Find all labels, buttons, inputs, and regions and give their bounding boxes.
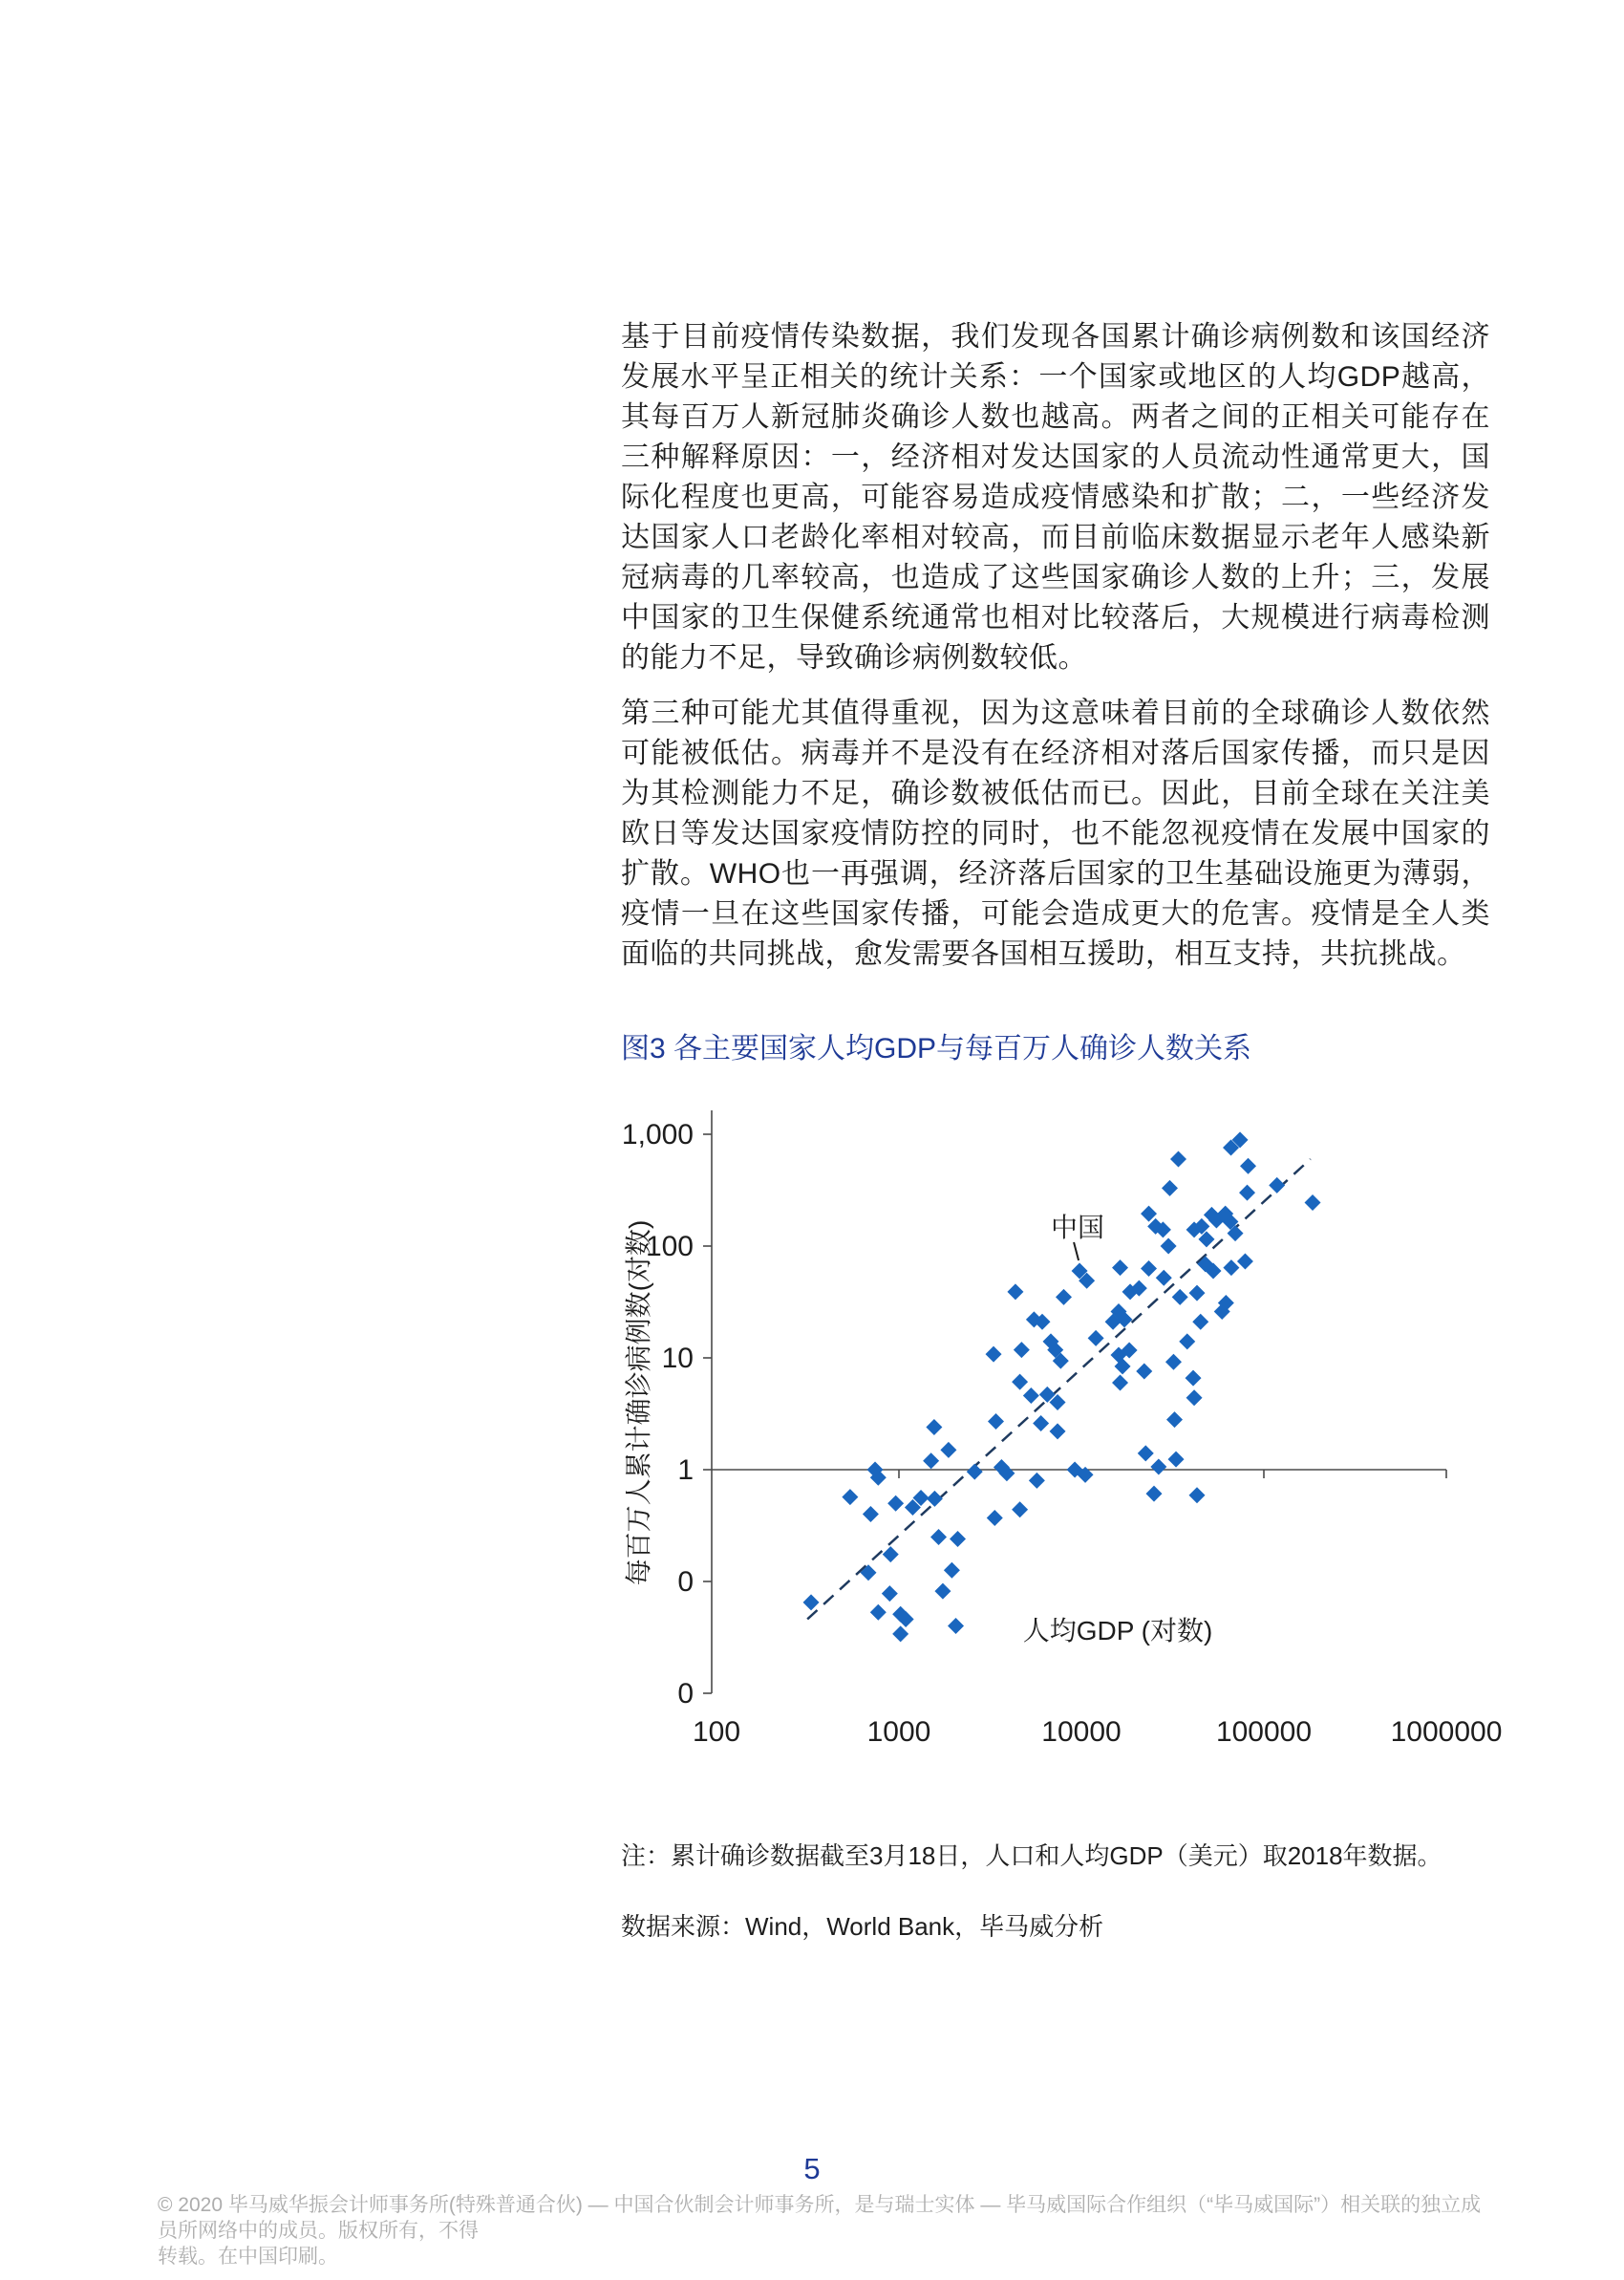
data-point — [1112, 1374, 1128, 1390]
data-point — [948, 1618, 964, 1634]
figure-title: 图3 各主要国家人均GDP与每百万人确诊人数关系 — [621, 1033, 1252, 1065]
data-point — [967, 1464, 983, 1480]
data-point — [927, 1491, 943, 1507]
x-tick-label-4: 1000000 — [1390, 1716, 1503, 1748]
data-point — [1014, 1342, 1030, 1358]
y-tick-label-3: 1 — [677, 1454, 694, 1486]
data-point — [1172, 1289, 1188, 1305]
data-point — [1188, 1285, 1205, 1301]
data-point — [1168, 1452, 1185, 1468]
data-points — [803, 1131, 1321, 1642]
data-point — [1162, 1180, 1178, 1196]
data-point — [882, 1585, 898, 1602]
data-point — [1141, 1260, 1157, 1277]
data-point — [1012, 1374, 1028, 1390]
data-point — [1141, 1206, 1157, 1222]
y-tick-label-2: 10 — [661, 1343, 694, 1374]
data-point — [1150, 1459, 1166, 1475]
chart-note: 注：累计确诊数据截至3月18日，人口和人均GDP（美元）取2018年数据。 — [621, 1841, 1442, 1870]
data-point — [1170, 1151, 1186, 1167]
footer-text — [158, 2192, 1485, 2269]
data-point — [1192, 1314, 1208, 1330]
data-point — [1161, 1238, 1177, 1255]
data-point — [1305, 1194, 1321, 1211]
data-point — [1240, 1158, 1256, 1174]
paragraph-2: 第三种可能尤其值得重视，因为这意味着目前的全球确诊人数依然可能被低估。病毒并不是没有在经济相对落后国家传播，而只是因为其检测能力不足，确诊数被低估而已。因此，目前全球在关注美欧日等发达国家疫情防控的同时，也不能忽视疫情在发展中国家的扩散。WHO也一再强调，经济落后国家的卫生基础设施更为薄弱，疫情一旦在这些国家传播，可能会造成更大的危害。疫情是全人类面临的共同挑战，愈发需要各国相互援助，相互支持，共抗挑战。 — [621, 698, 1490, 970]
x-tick-label-0: 100 — [692, 1716, 741, 1748]
data-point — [1112, 1259, 1128, 1276]
data-point — [1186, 1370, 1202, 1387]
data-point — [988, 1413, 1004, 1430]
data-point — [1029, 1473, 1045, 1489]
data-point — [944, 1562, 960, 1579]
data-point — [1166, 1411, 1183, 1428]
y-tick-label-5: 0 — [677, 1678, 694, 1710]
data-point — [940, 1442, 956, 1458]
data-point — [803, 1594, 820, 1610]
data-point — [987, 1510, 1003, 1526]
x-axis-title: 人均GDP (对数) — [1022, 1616, 1213, 1645]
y-axis-title: 每百万人累计确诊病例数(对数) — [624, 1219, 653, 1586]
data-point — [934, 1583, 951, 1600]
x-tick-label-2: 10000 — [1041, 1716, 1122, 1748]
y-tick-label-0: 1,000 — [621, 1119, 694, 1151]
footer-line-2: 转载。在中国印刷。 — [158, 2246, 338, 2268]
scatter-chart-container — [573, 1080, 1548, 1777]
data-point — [930, 1529, 947, 1545]
y-tick-label-4: 0 — [677, 1566, 694, 1598]
data-point — [1138, 1445, 1154, 1461]
data-point — [883, 1546, 899, 1562]
data-point — [892, 1625, 908, 1642]
data-point — [1165, 1354, 1182, 1370]
data-point — [1156, 1270, 1172, 1286]
scatter-chart — [573, 1080, 1548, 1777]
data-point — [950, 1531, 966, 1547]
data-point — [887, 1495, 904, 1512]
data-point — [1136, 1363, 1152, 1379]
data-point — [863, 1506, 879, 1522]
data-point — [1239, 1185, 1255, 1201]
data-point — [1186, 1389, 1203, 1406]
data-point — [1223, 1259, 1239, 1276]
china-annotation-pointer — [1074, 1242, 1079, 1260]
data-point — [1007, 1283, 1023, 1300]
data-point — [1179, 1333, 1195, 1349]
data-point — [1088, 1330, 1104, 1346]
x-tick-label-3: 100000 — [1215, 1716, 1313, 1748]
x-tick-label-1: 1000 — [866, 1716, 931, 1748]
y-tick-label-1: 100 — [645, 1231, 694, 1262]
data-point — [1012, 1501, 1028, 1517]
data-point — [870, 1604, 887, 1621]
data-point — [842, 1489, 858, 1505]
data-point — [1050, 1423, 1066, 1439]
china-annotation-label: 中国 — [1051, 1212, 1105, 1242]
data-point — [926, 1419, 942, 1435]
data-point — [861, 1564, 877, 1581]
paragraph-1: 基于目前疫情传染数据，我们发现各国累计确诊病例数和该国经济发展水平呈正相关的统计关系：一个国家或地区的人均GDP越高，其每百万人新冠肺炎确诊人数也越高。两者之间的正相关可能存在三种解释原因：一，经济相对发达国家的人员流动性通常更大，国际化程度也更高，可能容易造成疫情感染和扩散；二，一些经济发达国家人口老龄化率相对较高，而目前临床数据显示老年人感染新冠病毒的几率较高，也造成了这些国家确诊人数的上升；三，发展中国家的卫生保健系统通常也相对比较落后，大规模进行病毒检测的能力不足，导致确诊病例数较低。 — [621, 321, 1490, 674]
footer-line-1: © 2020 毕马威华振会计师事务所(特殊普通合伙) — 中国合伙制会计师事务所，是与瑞士实体 — 毕马威国际合作组织（“毕马威国际”）相关联的独立成员所网络中的成员。版权所有，不得 — [158, 2194, 1482, 2242]
data-point — [1269, 1177, 1285, 1194]
data-point — [923, 1452, 939, 1469]
data-point — [1023, 1387, 1039, 1404]
data-point — [1188, 1487, 1205, 1503]
data-point — [1056, 1289, 1072, 1305]
data-point — [1237, 1253, 1253, 1269]
chart-source: 数据来源：Wind，World Bank，毕马威分析 — [621, 1912, 1104, 1941]
data-point — [986, 1346, 1002, 1363]
page-number: 5 — [803, 2152, 821, 2185]
data-point — [1033, 1415, 1049, 1431]
data-point — [1146, 1486, 1163, 1502]
